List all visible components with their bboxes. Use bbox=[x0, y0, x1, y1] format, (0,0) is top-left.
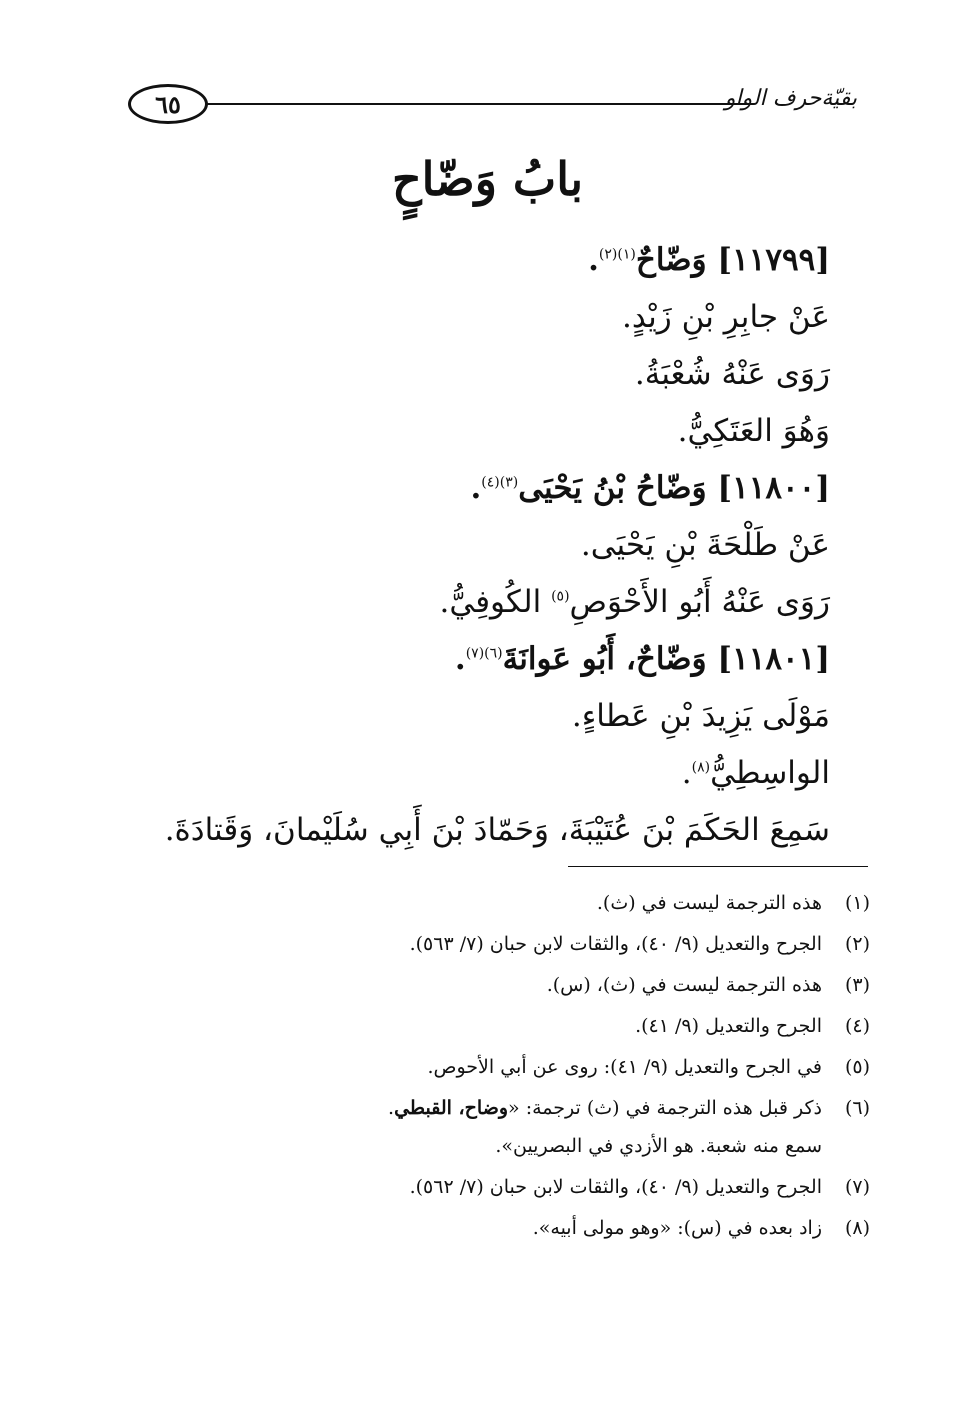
entry-name: وَضّاحُ بْنُ يَحْيَى bbox=[518, 470, 707, 506]
entry-line bbox=[130, 574, 830, 631]
entry-line: سَمِعَ الحَكَمَ بْنَ عُتَيْبَةَ، وَحَمّادَ بْنَ أَبِي سُلَيْمانَ، وَقَتادَةَ. bbox=[164, 812, 830, 848]
footnote-text: زاد بعده في (س): «وهو مولى أبيه». bbox=[532, 1217, 822, 1239]
entry-line-start: الواسِطِيُّ bbox=[710, 755, 830, 791]
footnote-text bbox=[90, 1095, 822, 1159]
footnote-number: (٨) bbox=[844, 1217, 870, 1239]
footnote-bold-name: وضاح، القبطي bbox=[394, 1097, 509, 1119]
entry-heading bbox=[130, 232, 830, 289]
footnote-text-end: . bbox=[388, 1097, 395, 1119]
footnote-number: (١) bbox=[844, 892, 870, 914]
footnote-continuation: سمع منه شعبة. هو الأزدي في البصريين». bbox=[495, 1135, 822, 1157]
footnote-item bbox=[90, 890, 870, 916]
footnote-text: الجرح والتعديل (٩/ ٤٠)، والثقات لابن حبان (٧/ ٥٦٣). bbox=[409, 933, 822, 955]
footnote-text: هذه الترجمة ليست في (ث)، (س). bbox=[546, 974, 822, 996]
main-text bbox=[130, 232, 830, 859]
running-title: بقيّةحرف الواو bbox=[724, 86, 857, 111]
footnote-number: (٤) bbox=[844, 1015, 870, 1037]
footnote-text: الجرح والتعديل (٩/ ٤١). bbox=[635, 1015, 822, 1037]
footnote-item bbox=[90, 1054, 870, 1080]
header-rule bbox=[205, 103, 753, 105]
footnote-item bbox=[90, 931, 870, 957]
footnote-item bbox=[90, 972, 870, 998]
footnote-number: (٦) bbox=[844, 1097, 870, 1119]
entry-number: [١١٨٠٠] bbox=[717, 470, 830, 506]
footnote-marks: (٣)(٤) bbox=[481, 474, 519, 491]
entry-tail: . bbox=[454, 641, 466, 677]
entry-name: وَضّاحٌ، أَبُو عَوانَةَ bbox=[502, 641, 707, 677]
footnote-number: (٧) bbox=[844, 1176, 870, 1198]
entry-heading bbox=[130, 460, 830, 517]
footnote-text-start: ذكر قبل هذه الترجمة في (ث) ترجمة: « bbox=[508, 1097, 822, 1119]
entry-line-end: . bbox=[681, 755, 692, 791]
entry-tail: . bbox=[588, 242, 599, 278]
footnote-text: في الجرح والتعديل (٩/ ٤١): روى عن أبي الأحوص. bbox=[427, 1056, 822, 1078]
page-number bbox=[128, 84, 208, 124]
footnote-marks: (٥) bbox=[551, 588, 570, 605]
entry-tail: . bbox=[470, 470, 482, 506]
page-number-text: ٦٥ bbox=[155, 89, 181, 119]
footnote-marks: (٨) bbox=[691, 759, 711, 776]
footnote-text: الجرح والتعديل (٩/ ٤٠)، والثقات لابن حبان (٧/ ٥٦٢). bbox=[409, 1176, 822, 1198]
chapter-title: بابُ وَضّاحٍ bbox=[391, 152, 584, 206]
entry-number: [١١٧٩٩] bbox=[717, 242, 830, 278]
footnote-item bbox=[90, 1095, 870, 1159]
footnote-number: (٢) bbox=[844, 933, 870, 955]
footnote-number: (٥) bbox=[844, 1056, 870, 1078]
entry-name: وَضّاحٌ bbox=[635, 242, 707, 278]
entry-line: رَوَى عَنْهُ شُعْبَةُ. bbox=[634, 356, 830, 392]
footnote-number: (٣) bbox=[844, 974, 870, 996]
footnotes bbox=[90, 890, 870, 1256]
footnote-rule bbox=[568, 866, 868, 867]
footnote-marks: (٦)(٧) bbox=[465, 645, 503, 662]
entry-line-start: رَوَى عَنْهُ أَبُو الأَحْوَصِ bbox=[569, 584, 830, 620]
entry-line: وَهُوَ العَتَكِيُّ. bbox=[677, 413, 830, 449]
footnote-item bbox=[90, 1013, 870, 1039]
entry-line: عَنْ طَلْحَةَ بْنِ يَحْيَى. bbox=[580, 527, 830, 563]
footnote-text: هذه الترجمة ليست في (ث). bbox=[596, 892, 822, 914]
footnote-marks: (١)(٢) bbox=[598, 246, 636, 263]
entry-line bbox=[130, 745, 830, 802]
entry-line: مَوْلَى يَزِيدَ بْنِ عَطاءٍ. bbox=[571, 698, 830, 734]
entry-number: [١١٨٠١] bbox=[717, 641, 830, 677]
entry-line-end: الكُوفِيُّ. bbox=[439, 584, 552, 620]
entry-line: عَنْ جابِرِ بْنِ زَيْدٍ. bbox=[622, 299, 830, 335]
footnote-item bbox=[90, 1174, 870, 1200]
footnote-item bbox=[90, 1215, 870, 1241]
entry-heading bbox=[130, 631, 830, 688]
